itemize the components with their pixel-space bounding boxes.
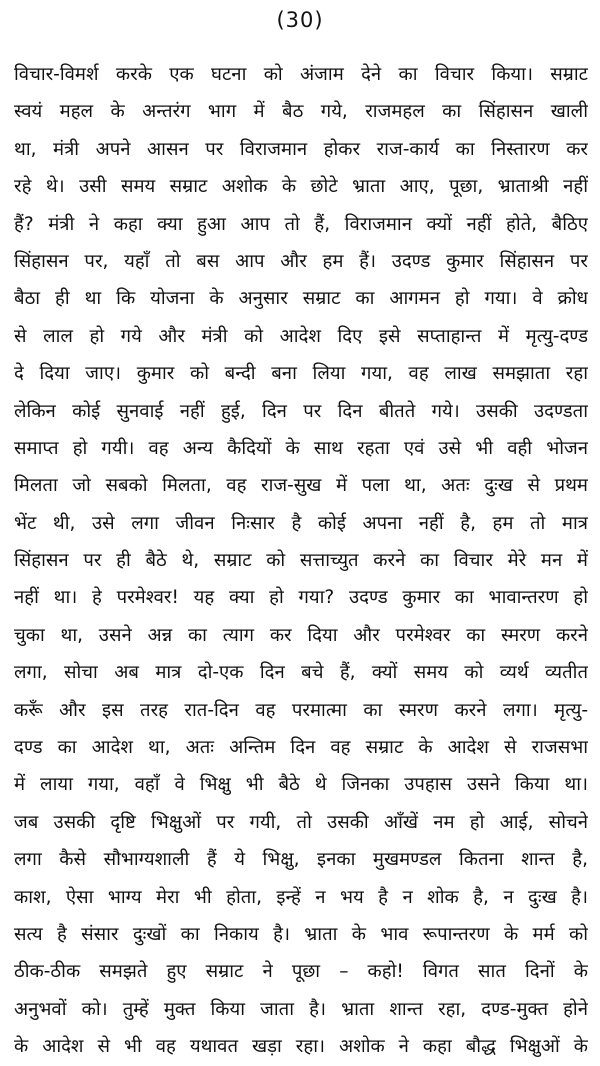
text-line: हैं? मंत्री ने कहा क्या हुआ आप तो हैं, विराजमान क्यों नहीं होते, बैठिए	[14, 213, 588, 235]
text-line: सिंहासन पर ही बैठे थे, सम्राट को सत्ताच्युत करने का विचार मेरे मन में	[14, 550, 588, 572]
text-line: लगा, सोचा अब मात्र दो-एक दिन बचे हैं, क्यों समय को व्यर्थ व्यतीत	[14, 662, 588, 684]
text-line: काश, ऐसा भाग्य मेरा भी होता, इन्हें न भय है न शोक है, न दुःख है।	[14, 886, 588, 908]
text-line: सत्य है संसार दुःखों का निकाय है। भ्राता के भाव रूपान्तरण के मर्म को	[14, 923, 588, 945]
text-line: लेकिन कोई सुनवाई नहीं हुई, दिन पर दिन बीतते गये। उसकी उदण्डता	[14, 400, 588, 422]
body-text	[14, 56, 588, 1066]
text-line: था, मंत्री अपने आसन पर विराजमान होकर राज-कार्य का निस्तारण कर	[14, 138, 588, 160]
text-line: नहीं था। हे परमेश्वर! यह क्या हो गया? उदण्ड कुमार का भावान्तरण हो	[14, 587, 588, 609]
text-line: बैठा ही था कि योजना के अनुसार सम्राट का आगमन हो गया। वे क्रोध	[14, 288, 588, 310]
text-line: सिंहासन पर, यहाँ तो बस आप और हम हैं। उदण्ड कुमार सिंहासन पर	[14, 250, 588, 272]
text-line: रहे थे। उसी समय सम्राट अशोक के छोटे भ्राता आए, पूछा, भ्राताश्री नहीं	[14, 176, 588, 198]
text-line: समाप्त हो गयी। वह अन्य कैदियों के साथ रहता एवं उसे भी वही भोजन	[14, 437, 588, 459]
text-line: में लाया गया, वहाँ वे भिक्षु भी बैठे थे जिनका उपहास उसने किया था।	[14, 774, 588, 796]
text-line: के आदेश से भी वह यथावत खड़ा रहा। अशोक ने कहा बौद्ध भिक्षुओं के	[14, 1036, 588, 1058]
text-line: स्वयं महल के अन्तरंग भाग में बैठ गये, राजमहल का सिंहासन खाली	[14, 101, 588, 123]
text-line: जब उसकी दृष्टि भिक्षुओं पर गयी, तो उसकी आँखें नम हो आई, सोचने	[14, 811, 588, 833]
text-line: मिलता जो सबको मिलता, वह राज-सुख में पला था, अतः दुःख से प्रथम	[14, 475, 588, 497]
text-line: करूँ और इस तरह रात-दिन वह परमात्मा का स्मरण करने लगा। मृत्यु-	[14, 699, 588, 721]
text-line: अनुभवों को। तुम्हें मुक्त किया जाता है। भ्राता शान्त रहा, दण्ड-मुक्त होने	[14, 998, 588, 1020]
text-line: दे दिया जाए। कुमार को बन्दी बना लिया गया, वह लाख समझाता रहा	[14, 363, 588, 385]
text-line: विचार-विमर्श करके एक घटना को अंजाम देने का विचार किया। सम्राट	[14, 64, 588, 85]
text-line: लगा कैसे सौभाग्यशाली हैं ये भिक्षु, इनका मुखमण्डल कितना शान्त है,	[14, 849, 588, 871]
text-line: ठीक-ठीक समझते हुए सम्राट ने पूछा – कहो! विगत सात दिनों के	[14, 961, 588, 983]
text-line: भेंट थी, उसे लगा जीवन निःसार है कोई अपना नहीं है, हम तो मात्र	[14, 512, 588, 534]
page-number: (30)	[276, 8, 324, 32]
text-line: दण्ड का आदेश था, अतः अन्तिम दिन वह सम्राट के आदेश से राजसभा	[14, 737, 588, 759]
text-line: से लाल हो गये और मंत्री को आदेश दिए इसे सप्ताहान्त में मृत्यु-दण्ड	[14, 325, 588, 347]
text-line: चुका था, उसने अन्न का त्याग कर दिया और परमेश्वर का स्मरण करने	[14, 624, 588, 646]
